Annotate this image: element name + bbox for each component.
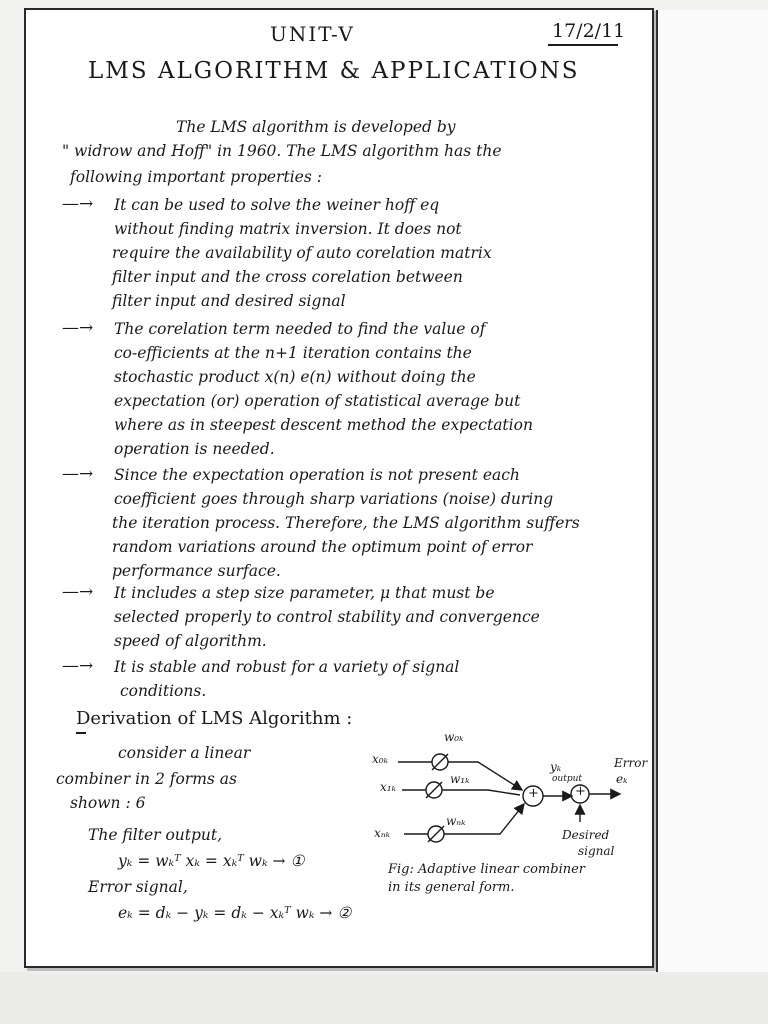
derivation-text: consider a linear — [118, 744, 251, 762]
diagram-input-label: x₁ₖ — [380, 780, 396, 794]
bullet-line: operation is needed. — [114, 440, 275, 458]
bullet-arrow: —→ — [62, 582, 94, 602]
bullet-line: It includes a step size parameter, μ that must be — [114, 584, 495, 602]
bullet-arrow: —→ — [62, 464, 94, 484]
bullet-line: It is stable and robust for a variety of signal — [114, 658, 460, 676]
bullet-arrow: —→ — [62, 656, 94, 676]
bullet-line: stochastic product x(n) e(n) without doing the — [114, 368, 476, 386]
bullet-line: filter input and the cross corelation between — [112, 268, 463, 286]
diagram-weight-label: w₁ₖ — [450, 772, 470, 786]
equation-1: yₖ = wₖᵀ xₖ = xₖᵀ wₖ → ① — [118, 852, 305, 870]
bullet-line: require the availability of auto corelation matrix — [112, 244, 492, 262]
intro-line: The LMS algorithm is developed by — [176, 118, 456, 136]
bullet-line: the iteration process. Therefore, the LMS algorithm suffers — [112, 514, 580, 532]
derivation-text: shown : 6 — [70, 794, 146, 812]
bullet-line: The corelation term needed to find the value of — [114, 320, 486, 338]
bullet-line: without finding matrix inversion. It does not — [114, 220, 462, 238]
diagram-sum-symbol: + — [528, 786, 539, 801]
filter-output-label: The filter output, — [88, 826, 223, 844]
diagram-input-label: x₀ₖ — [372, 752, 388, 766]
bullet-line: co-efficients at the n+1 iteration contains the — [114, 344, 472, 362]
diagram-weight-label: wₙₖ — [446, 814, 466, 828]
bullet-line: coefficient goes through sharp variations (noise) during — [114, 490, 554, 508]
bullet-line: random variations around the optimum point of error — [112, 538, 533, 556]
diagram-error-label: Error — [614, 756, 648, 770]
figure-caption: in its general form. — [388, 880, 515, 895]
bullet-line: speed of algorithm. — [114, 632, 267, 650]
equation-2: eₖ = dₖ − yₖ = dₖ − xₖᵀ wₖ → ② — [118, 904, 352, 922]
bullet-arrow: —→ — [62, 194, 94, 214]
diagram-output-word: output — [552, 774, 583, 784]
intro-line: " widrow and Hoff" in 1960. The LMS algorithm has the — [62, 142, 502, 160]
bullet-line: expectation (or) operation of statistical average but — [114, 392, 521, 410]
error-signal-label: Error signal, — [88, 878, 188, 896]
diagram-weight-label: w₀ₖ — [444, 730, 464, 744]
diagram-desired-label: signal — [578, 844, 615, 858]
bullet-line: performance surface. — [112, 562, 281, 580]
derivation-heading: Derivation of LMS Algorithm : — [76, 708, 353, 729]
diagram-sum-symbol: + — [575, 784, 586, 799]
unit-label: UNIT-V — [270, 22, 355, 46]
bullet-line: selected properly to control stability and convergence — [114, 608, 540, 626]
diagram-output-label: yₖ — [550, 760, 562, 774]
diagram-error-symbol: eₖ — [616, 772, 628, 786]
page-title: LMS ALGORITHM & APPLICATIONS — [88, 58, 580, 84]
derivation-text: combiner in 2 forms as — [56, 770, 237, 788]
diagram-input-label: xₙₖ — [374, 826, 391, 840]
bullet-arrow: —→ — [62, 318, 94, 338]
intro-line: following important properties : — [70, 168, 322, 186]
date-label: 17/2/11 — [552, 20, 626, 42]
bullet-line: Since the expectation operation is not present each — [114, 466, 520, 484]
figure-caption: Fig: Adaptive linear combiner — [388, 862, 586, 877]
diagram-desired-label: Desired — [562, 828, 610, 842]
bullet-line: filter input and desired signal — [112, 292, 346, 310]
bullet-line: where as in steepest descent method the expectation — [114, 416, 533, 434]
bullet-line: It can be used to solve the weiner hoff eq — [114, 196, 440, 214]
bullet-line: conditions. — [120, 682, 207, 700]
